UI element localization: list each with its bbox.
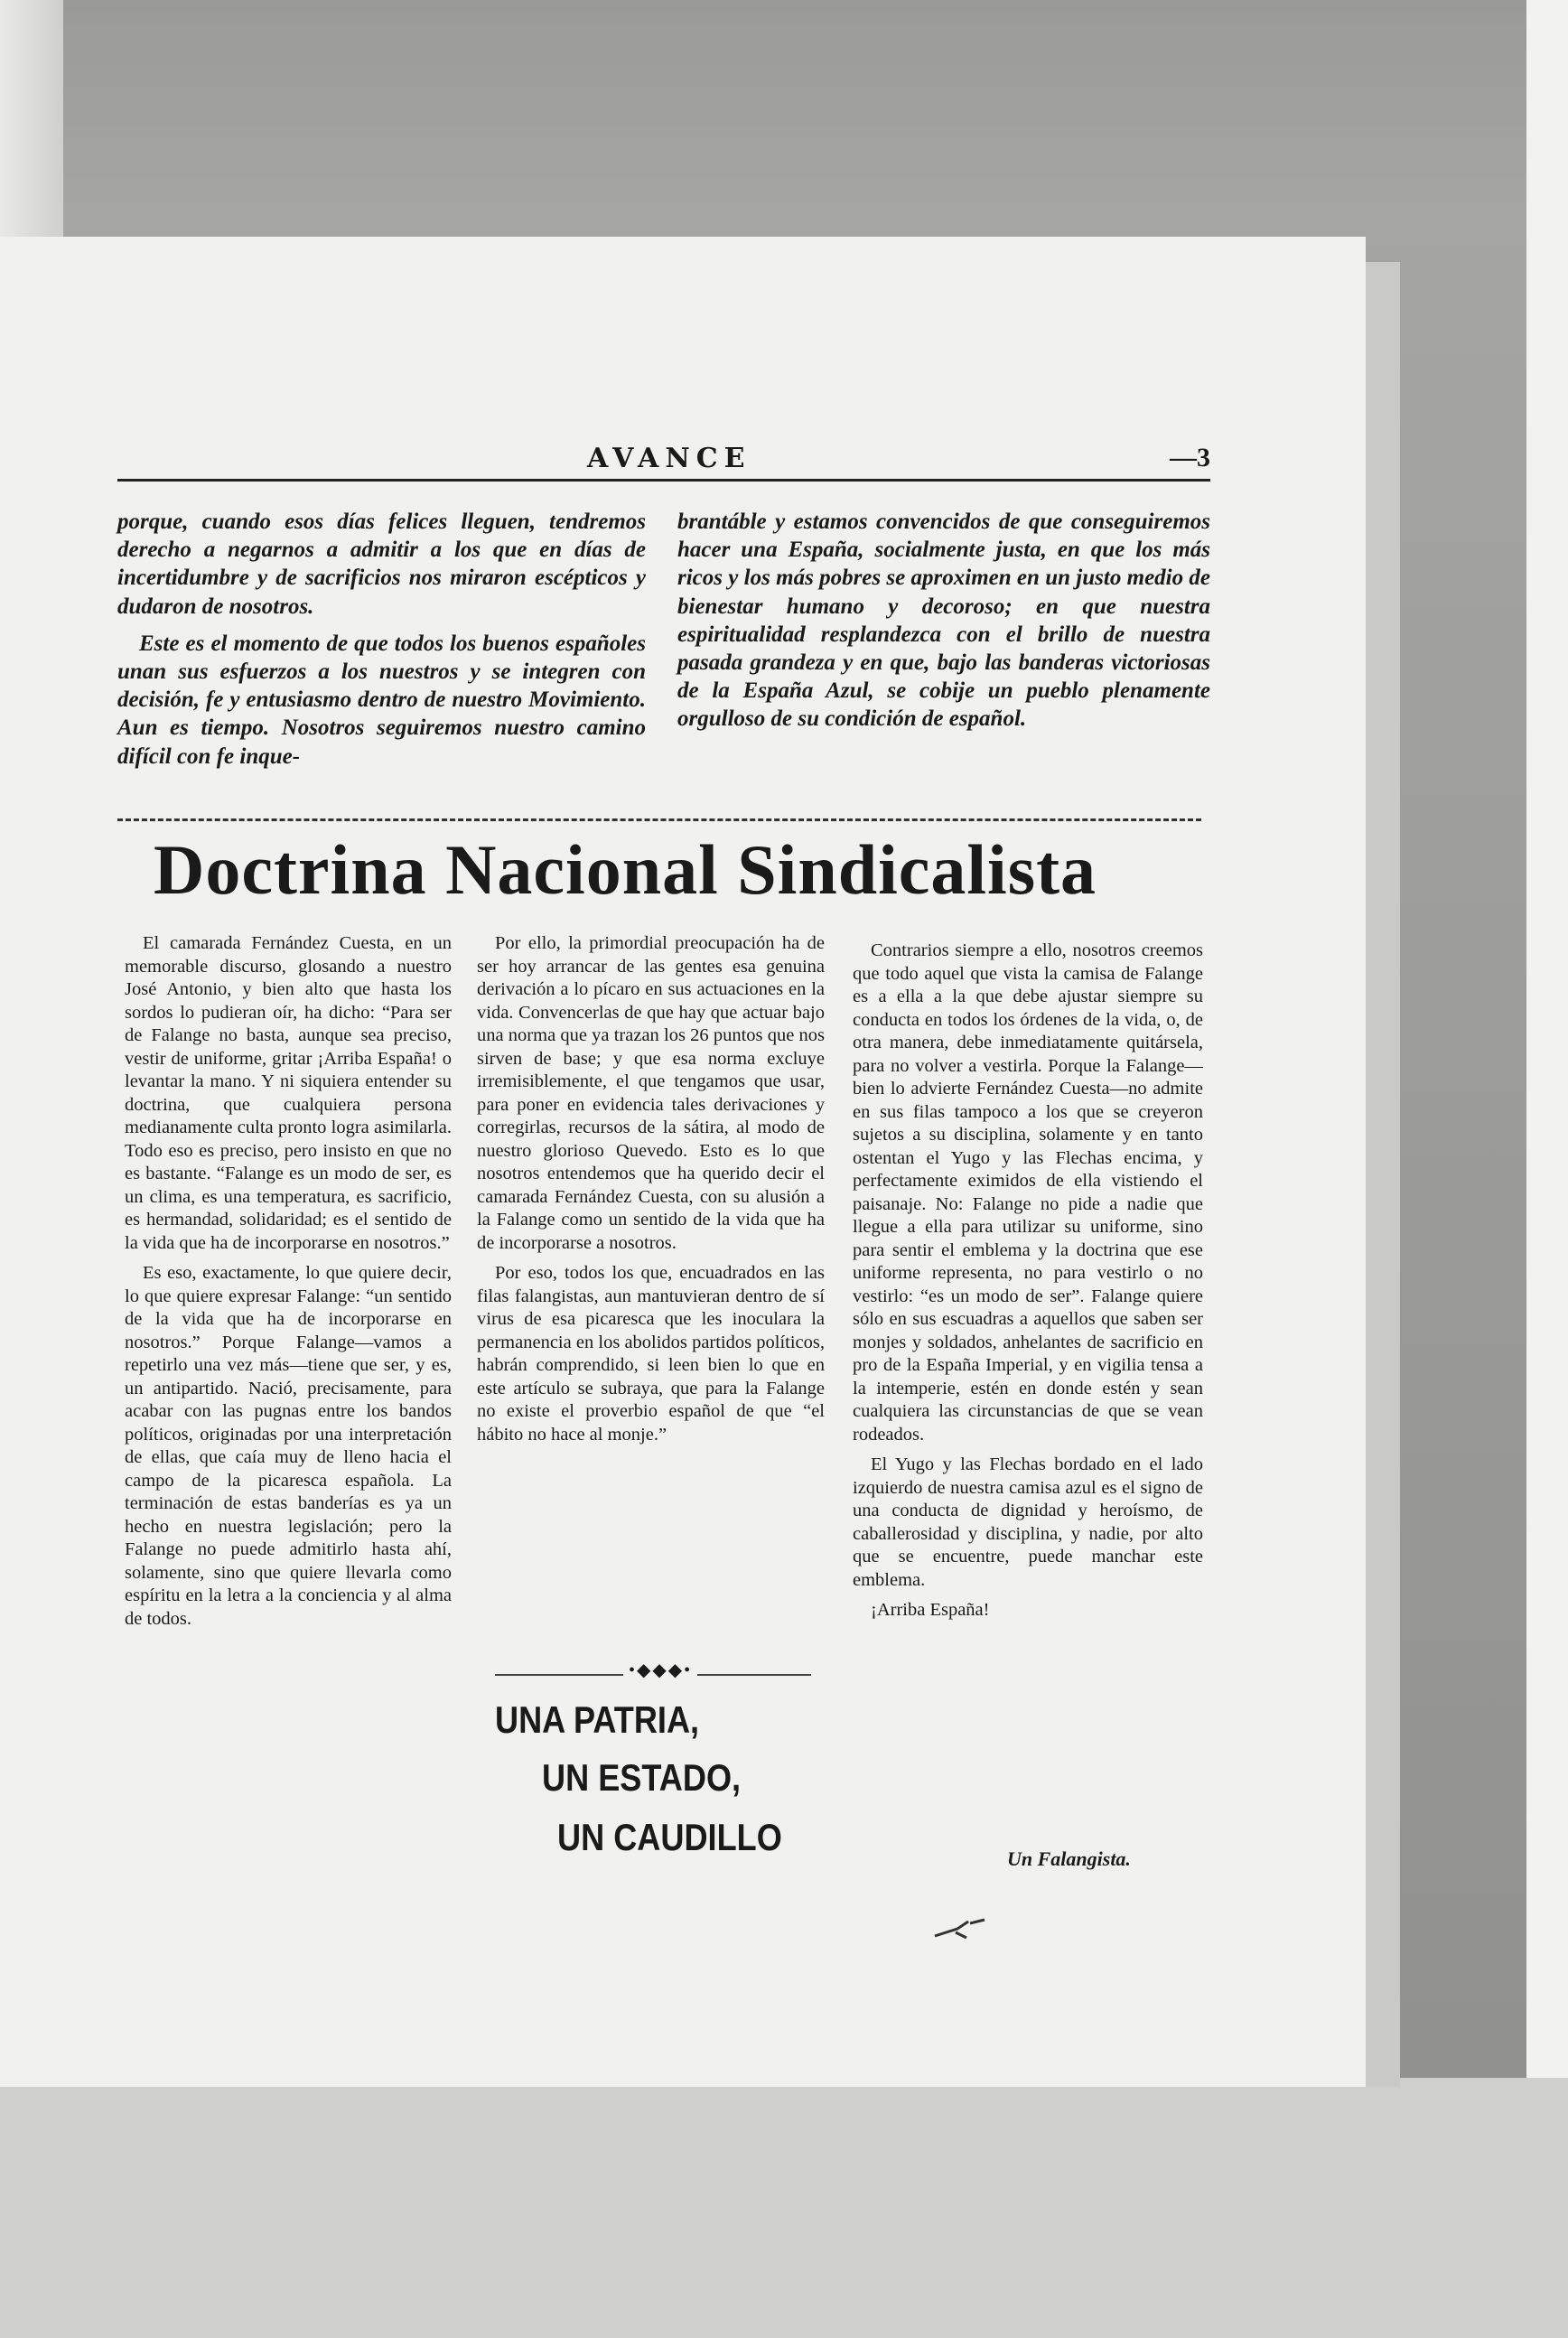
- top-left-paragraph: porque, cuando esos días felices lleguen, tendremos derecho a negarnos a admitir a los que en días de incertidumbre y de sacrificios nos miraron escépticos y dudaron de nosotros.: [117, 510, 646, 619]
- section-separator: [117, 818, 1201, 821]
- scan-right-margin: [1526, 0, 1568, 2338]
- page-number: —3: [1170, 443, 1210, 472]
- ornament-divider: •◆◆◆•: [623, 1659, 697, 1681]
- page-header: [117, 443, 1210, 479]
- top-article-right-column: [677, 508, 1210, 734]
- publication-title: AVANCE: [587, 443, 751, 474]
- top-article-left-column: [117, 508, 646, 771]
- closing-cry: ¡Arriba España!: [871, 1600, 990, 1620]
- slogan-line-3: UN CAUDILLO: [557, 1816, 782, 1858]
- article-headline: Doctrina Nacional Sindicalista: [154, 830, 1097, 909]
- paragraph: El Yugo y las Flechas bordado en el lado izquierdo de nuestra camisa azul es el signo de una conducta de dignidad y heroísmo, de caballerosidad y disciplina, y nadie, por alto que se encuentre, puede manchar este emblema.: [853, 1454, 1203, 1590]
- paragraph: Es eso, exactamente, lo que quiere decir, lo que quiere expresar Falange: “un sentido de la vida que ha de incorporarse en nosotros.” Porque Falange—vamos a repetirlo una vez más—tiene que ser, y es, un antipartido. Nació, precisamente, para acabar con las pugnas entre los bandos políticos, originadas por una interpretación de ellas, que caía muy de lleno hacia el campo de la picaresca española. La terminación de estas banderías es ya un hecho en nuestra legislación; pero la Falange no puede admitirlo hasta ahí, solamente, sino que quiere llevarla como espíritu en la letra a la conciencia y al alma de todos.: [125, 1263, 452, 1629]
- slogan-line-2: UN ESTADO,: [542, 1756, 742, 1799]
- article-column-3: [853, 940, 1203, 1623]
- header-rule: [117, 479, 1210, 482]
- top-left-paragraph: Este es el momento de que todos los buenos españoles unan sus esfuerzos a los nuestros y se integren con decisión, fe y entusiasmo dentro de nuestro Movimiento. Aun es tiempo. Nosotros seguiremos nuestro camino difícil con fe inque-: [117, 631, 646, 769]
- paragraph: Por ello, la primordial preocupación ha de ser hoy arrancar de las gentes esa genuina derivación a lo pícaro en sus actuaciones en la vida. Convencerlas de que hay que actuar bajo una norma que ya trazan los 26 puntos que nos sirven de base; y que esa norma excluye irremisiblemente, el que tengamos que usar, para poner en evidencia tales derivaciones y corregirlas, recursos de la sátira, al modo de nuestro glorioso Quevedo. Esto es lo que nosotros entendemos que ha querido decir el camarada Fernández Cuesta, con su alusión a la Falange como un sentido de la vida que ha de incorporarse a nosotros.: [477, 933, 825, 1253]
- scan-bottom-strip: [0, 2078, 1568, 2338]
- article-signature: Un Falangista.: [1007, 1847, 1131, 1870]
- paragraph: Contrarios siempre a ello, nosotros creemos que todo aquel que vista la camisa de Falange es a ella a la que debe ajustar siempre su conducta en todos los órdenes de la vida, o, de otra manera, debe inmediatamente quitársela, para no volver a vestirla. Porque la Falange— bien lo advierte Fernández Cuesta—no admite en sus filas tampoco a los que se creyeron sujetos a su disciplina, solamente y en tanto ostentan el Yugo y las Flechas encima, y perfectamente eximidos de ella vistiendo el paisanaje. No: Falange no pide a nadie que llegue a ella para utilizar su uniforme, sino para sentir el emblema y la doctrina que ese uniforme representa, no para vestirlo o no vestirlo: “es un modo de ser”. Falange quiere sólo en sus escuadras a aquellos que saben ser monjes y soldados, anhelantes de sacrificio en pro de la España Imperial, y en vigilia tensa a la intemperie, estén en donde estén y sean cualquiera las circunstancias de que se vean rodeados.: [853, 940, 1203, 1445]
- top-right-paragraph: brantáble y estamos convencidos de que conseguiremos hacer una España, socialmente justa, en que los más ricos y los más pobres se aproximen en un justo medio de bienestar humano y decoroso; en que nuestra espiritualidad resplandezca con el brillo de nuestra pasada grandeza y en que, bajo las banderas victoriosas de la España Azul, se cobije un pueblo plenamente orgulloso de su condición de español.: [677, 510, 1210, 732]
- article-column-1: [125, 932, 452, 1631]
- slogan-line-1: UNA PATRIA,: [495, 1698, 700, 1741]
- paragraph: El camarada Fernández Cuesta, en un memorable discurso, glosando a nuestro José Antonio, y bien alto que hasta los sordos lo pudieran oír, ha dicho: “Para ser de Falange no basta, aunque sea preciso, vestir de uniforme, gritar ¡Arriba España! o levantar la mano. Y ni siquiera entender su doctrina, que cualquiera persona medianamente culta pronto logra asimilarla. Todo eso es preciso, pero insisto en que no es bastante. “Falange es un modo de ser, es un clima, es una temperatura, es sacrificio, es hermandad, solidaridad; es el sentido de la vida que ha de incorporarse en nosotros.”: [125, 933, 452, 1253]
- article-column-2: [477, 932, 825, 1446]
- paragraph: Por eso, todos los que, encuadrados en las filas falangistas, aun mantuvieran dentro de sí virus de esa picaresca que les inoculara la permanencia en los abolidos partidos políticos, habrán comprendido, si leen bien lo que en este artículo se subraya, que para la Falange no existe el proverbio español de que “el hábito no hace al monje.”: [477, 1263, 825, 1445]
- ink-mark-icon: [930, 1911, 994, 1947]
